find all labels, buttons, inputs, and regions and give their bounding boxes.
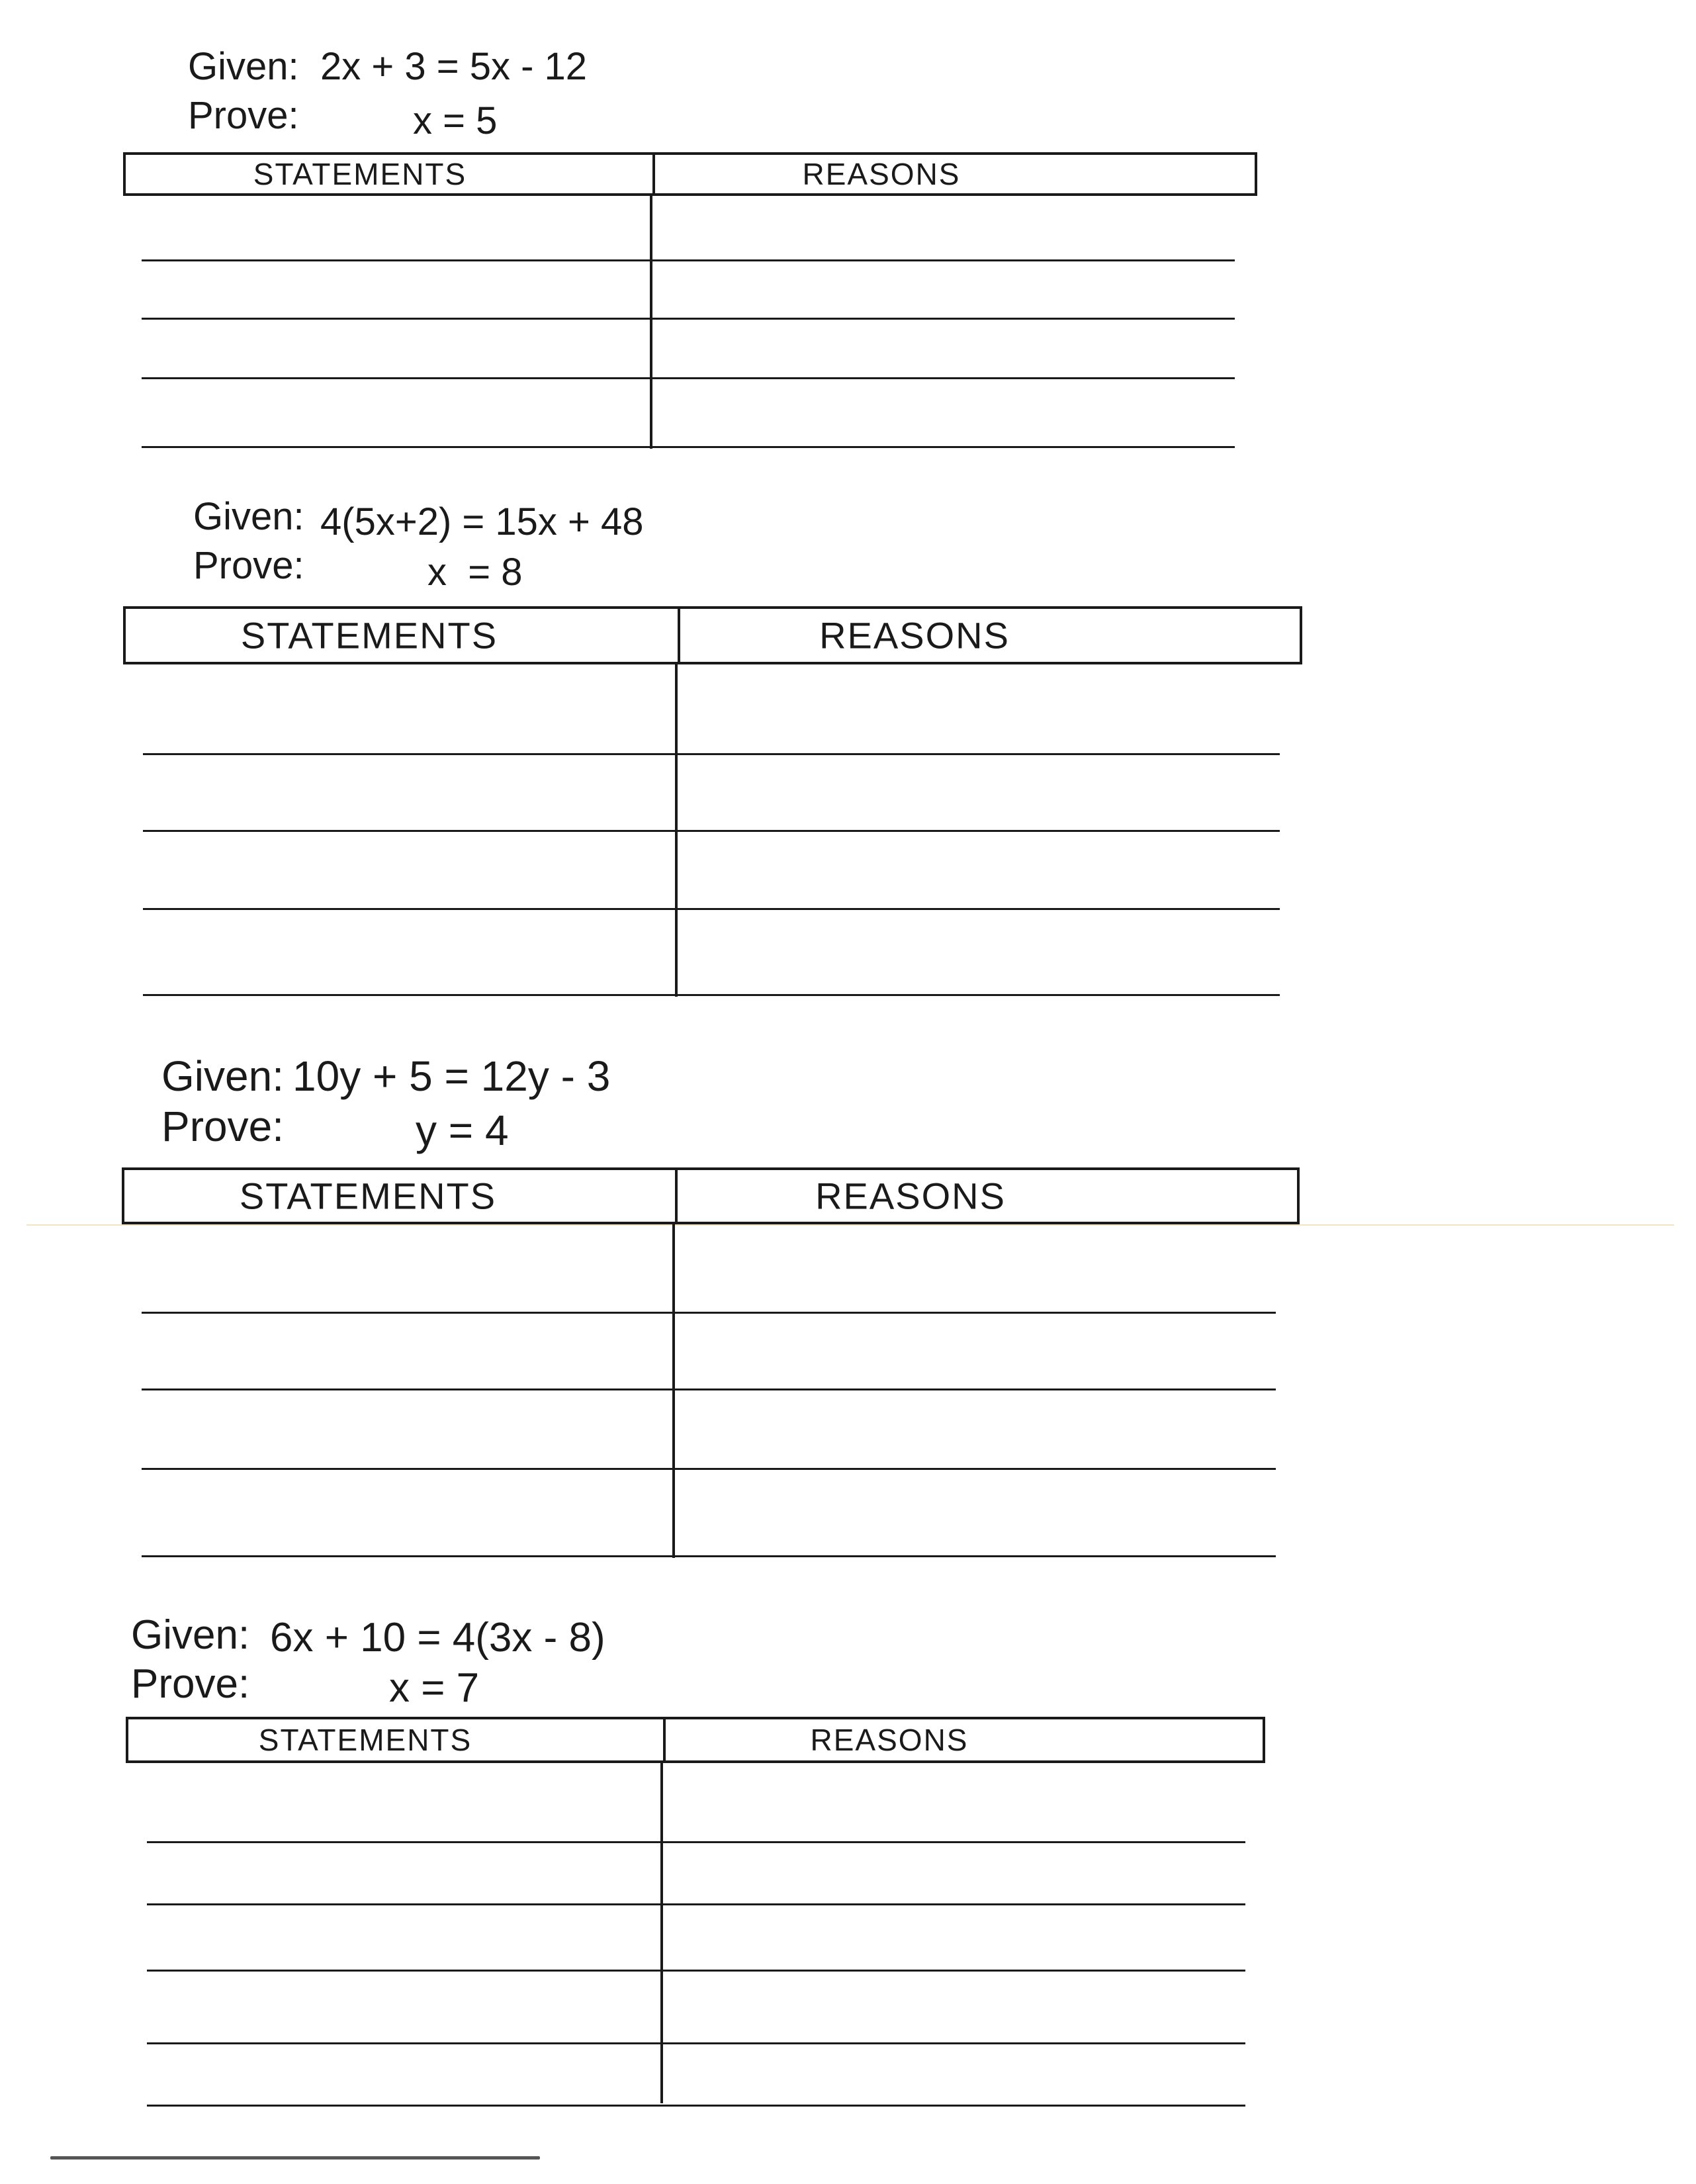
prove-label: Prove: [188, 94, 299, 137]
scan-artifact-line [26, 1224, 1674, 1226]
answer-row-line [143, 994, 1280, 996]
answer-row-line [143, 753, 1280, 755]
reasons-header: REASONS [819, 614, 1010, 657]
statements-header: STATEMENTS [253, 157, 467, 191]
statements-header: STATEMENTS [258, 1723, 472, 1757]
reasons-header: REASONS [802, 157, 961, 191]
answer-row-line [147, 1841, 1245, 1843]
prove-line [161, 1103, 509, 1154]
prove-expression: x = 8 [427, 551, 523, 594]
answer-row-line [142, 1468, 1276, 1470]
answer-row-line [143, 908, 1280, 910]
proof-table-header [123, 606, 1302, 664]
given-expression: 4(5x+2) = 15x + 48 [320, 500, 644, 543]
answer-row-line [142, 318, 1235, 320]
given-label: Given: [188, 45, 299, 88]
answer-row-line [147, 2042, 1245, 2044]
prove-line [131, 1661, 480, 1711]
prove-line [193, 544, 523, 594]
given-expression: 6x + 10 = 4(3x - 8) [270, 1615, 605, 1661]
prove-expression: x = 5 [413, 99, 498, 142]
given-label: Given: [161, 1052, 284, 1100]
answer-row-line [142, 446, 1235, 448]
prove-label: Prove: [193, 544, 304, 587]
given-line [131, 1612, 605, 1661]
answer-row-line [142, 1312, 1276, 1314]
column-divider [660, 1760, 663, 2103]
prove-label: Prove: [131, 1661, 250, 1707]
prove-line [188, 94, 498, 142]
reasons-header: REASONS [810, 1723, 969, 1757]
statements-header: STATEMENTS [240, 614, 498, 657]
answer-row-line [147, 2105, 1245, 2107]
given-line [188, 45, 588, 88]
proof-table-header [126, 1717, 1265, 1763]
scan-artifact-smudge [50, 2156, 540, 2160]
answer-row-line [147, 1903, 1245, 1905]
proof-table-header [122, 1167, 1300, 1224]
answer-row-line [142, 1388, 1276, 1390]
column-divider [650, 193, 652, 449]
given-expression: 2x + 3 = 5x - 12 [320, 45, 588, 88]
proof-table-header [123, 152, 1257, 196]
prove-expression: y = 4 [416, 1107, 509, 1154]
reasons-header: REASONS [815, 1175, 1006, 1217]
prove-label: Prove: [161, 1103, 284, 1150]
answer-row-line [142, 377, 1235, 379]
given-label: Given: [131, 1612, 250, 1658]
answer-row-line [143, 830, 1280, 832]
prove-expression: x = 7 [389, 1665, 480, 1711]
column-divider [675, 662, 678, 997]
given-expression: 10y + 5 = 12y - 3 [292, 1052, 611, 1100]
answer-row-line [147, 1970, 1245, 1972]
statements-header: STATEMENTS [239, 1175, 497, 1217]
answer-row-line [142, 1555, 1276, 1557]
given-line [193, 495, 644, 543]
given-line [161, 1052, 611, 1100]
answer-row-line [142, 259, 1235, 261]
given-label: Given: [193, 495, 304, 538]
